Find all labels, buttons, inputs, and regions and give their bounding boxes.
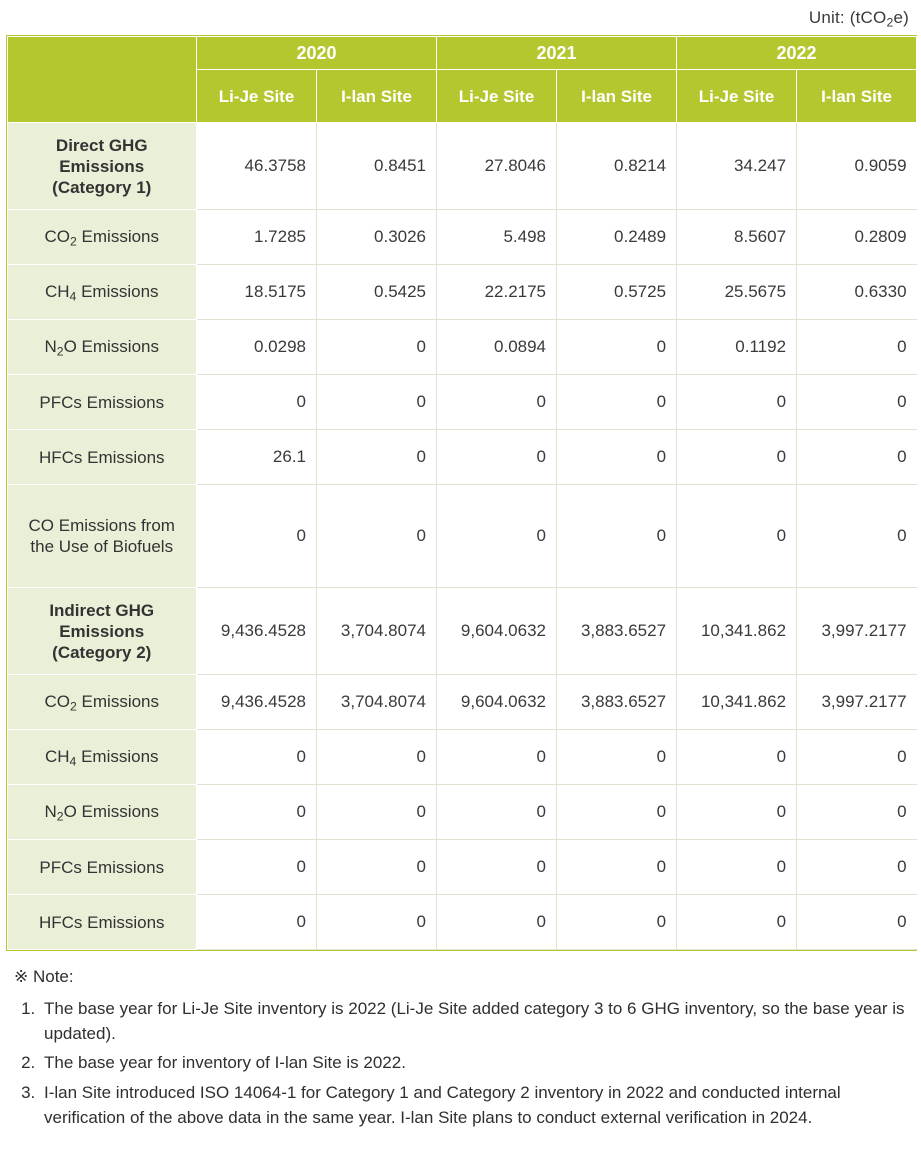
row-label: $N_2O$ Emissions <box>8 785 197 840</box>
row-label: HFCs Emissions <box>8 895 197 950</box>
table-cell-value: 0 <box>437 730 557 785</box>
table-row <box>8 430 917 485</box>
table-cell-value: 0 <box>797 430 917 485</box>
table-cell-value: 0 <box>677 485 797 588</box>
table-cell-value: 3,704.8074 <box>317 588 437 675</box>
table-cell-value: 0 <box>437 485 557 588</box>
table-cell-value: 0 <box>557 375 677 430</box>
header-year-2022: 2022 <box>677 37 917 70</box>
header-row-years <box>8 37 917 70</box>
notes-section <box>6 951 915 1130</box>
header-site-2020-lije: Li-Je Site <box>197 70 317 123</box>
ghg-table-container <box>6 35 917 951</box>
table-cell-value: 0 <box>797 375 917 430</box>
table-cell-value: 0 <box>317 895 437 950</box>
table-cell-value: 0 <box>797 785 917 840</box>
table-cell-value: 34.247 <box>677 123 797 210</box>
table-cell-value: 0 <box>437 430 557 485</box>
table-cell-value: 3,883.6527 <box>557 675 677 730</box>
row-label: $CO_2$ Emissions <box>8 210 197 265</box>
header-site-2021-ilan: I-lan Site <box>557 70 677 123</box>
notes-list <box>14 997 907 1130</box>
row-label: CO Emissions from the Use of Biofuels <box>8 485 197 588</box>
table-cell-value: 22.2175 <box>437 265 557 320</box>
row-label: HFCs Emissions <box>8 430 197 485</box>
table-cell-value: 0 <box>677 430 797 485</box>
table-cell-value: 0 <box>677 375 797 430</box>
table-cell-value: 27.8046 <box>437 123 557 210</box>
header-site-2021-lije: Li-Je Site <box>437 70 557 123</box>
table-row <box>8 485 917 588</box>
row-label: Indirect GHG Emissions (Category 2) <box>8 588 197 675</box>
table-cell-value: 0 <box>197 375 317 430</box>
table-cell-value: 0 <box>557 730 677 785</box>
table-cell-value: 0 <box>317 785 437 840</box>
table-row <box>8 730 917 785</box>
table-cell-value: 0 <box>797 320 917 375</box>
table-cell-value: 0 <box>677 895 797 950</box>
notes-heading: ※ Note: <box>14 967 74 987</box>
table-cell-value: 9,436.4528 <box>197 588 317 675</box>
table-cell-value: 0 <box>197 840 317 895</box>
table-cell-value: 0 <box>797 895 917 950</box>
table-row <box>8 895 917 950</box>
table-cell-value: 26.1 <box>197 430 317 485</box>
table-cell-value: 0 <box>557 320 677 375</box>
header-site-2020-ilan: I-lan Site <box>317 70 437 123</box>
row-label: $CH_4$ Emissions <box>8 730 197 785</box>
table-cell-value: 0 <box>197 730 317 785</box>
unit-label <box>6 0 915 35</box>
table-row <box>8 265 917 320</box>
row-label: PFCs Emissions <box>8 840 197 895</box>
table-cell-value: 0 <box>797 485 917 588</box>
row-label: $CO_2$ Emissions <box>8 675 197 730</box>
table-cell-value: 9,436.4528 <box>197 675 317 730</box>
table-cell-value: 1.7285 <box>197 210 317 265</box>
header-year-2020: 2020 <box>197 37 437 70</box>
table-row <box>8 588 917 675</box>
table-cell-value: 0.5425 <box>317 265 437 320</box>
table-cell-value: 10,341.862 <box>677 588 797 675</box>
table-cell-value: 46.3758 <box>197 123 317 210</box>
table-cell-value: 0 <box>557 840 677 895</box>
table-cell-value: 10,341.862 <box>677 675 797 730</box>
table-row <box>8 210 917 265</box>
table-cell-value: 0 <box>197 785 317 840</box>
note-item: 1. The base year for Li-Je Site inventory is 2022 (Li-Je Site added category 3 to 6 GHG inventory, so the base year is updated). <box>40 997 907 1046</box>
table-cell-value: 0.8214 <box>557 123 677 210</box>
table-cell-value: 0 <box>317 730 437 785</box>
header-site-2022-ilan: I-lan Site <box>797 70 917 123</box>
table-cell-value: 0.0298 <box>197 320 317 375</box>
table-cell-value: 0 <box>317 840 437 895</box>
table-row <box>8 675 917 730</box>
table-body <box>8 123 917 950</box>
header-corner-cell <box>8 37 197 123</box>
table-cell-value: 0.1192 <box>677 320 797 375</box>
table-cell-value: 0 <box>317 485 437 588</box>
table-cell-value: 3,704.8074 <box>317 675 437 730</box>
table-cell-value: 0 <box>557 485 677 588</box>
table-cell-value: 0 <box>317 320 437 375</box>
table-cell-value: 0.2489 <box>557 210 677 265</box>
table-row <box>8 320 917 375</box>
table-cell-value: 0 <box>437 375 557 430</box>
table-cell-value: 0 <box>677 785 797 840</box>
table-cell-value: 9,604.0632 <box>437 588 557 675</box>
table-cell-value: 0 <box>197 485 317 588</box>
table-cell-value: 0 <box>437 840 557 895</box>
table-cell-value: 0 <box>797 730 917 785</box>
table-cell-value: 0.2809 <box>797 210 917 265</box>
table-cell-value: 0 <box>677 730 797 785</box>
table-cell-value: 0.3026 <box>317 210 437 265</box>
table-cell-value: 0 <box>797 840 917 895</box>
table-cell-value: 0 <box>317 430 437 485</box>
table-cell-value: 5.498 <box>437 210 557 265</box>
table-cell-value: 0 <box>437 785 557 840</box>
table-cell-value: 0.5725 <box>557 265 677 320</box>
unit-text: Unit: (tCO$_2$e) <box>808 8 909 30</box>
table-cell-value: 8.5607 <box>677 210 797 265</box>
table-row <box>8 840 917 895</box>
table-cell-value: 0.0894 <box>437 320 557 375</box>
table-row <box>8 785 917 840</box>
ghg-emissions-table <box>7 36 917 950</box>
row-label: Direct GHG Emissions (Category 1) <box>8 123 197 210</box>
row-label: PFCs Emissions <box>8 375 197 430</box>
table-cell-value: 0.6330 <box>797 265 917 320</box>
table-cell-value: 0 <box>317 375 437 430</box>
row-label: $CH_4$ Emissions <box>8 265 197 320</box>
table-cell-value: 0 <box>197 895 317 950</box>
note-item: 3. I-lan Site introduced ISO 14064-1 for Category 1 and Category 2 inventory in 2022 and conducted internal verification of the above data in the same year. I-lan Site plans to conduct external verification in 2024. <box>40 1081 907 1130</box>
table-cell-value: 3,997.2177 <box>797 588 917 675</box>
table-cell-value: 0 <box>437 895 557 950</box>
table-cell-value: 0 <box>677 840 797 895</box>
table-cell-value: 3,883.6527 <box>557 588 677 675</box>
row-label: $N_2O$ Emissions <box>8 320 197 375</box>
table-cell-value: 25.5675 <box>677 265 797 320</box>
table-cell-value: 9,604.0632 <box>437 675 557 730</box>
table-header <box>8 37 917 123</box>
table-cell-value: 18.5175 <box>197 265 317 320</box>
table-row <box>8 375 917 430</box>
header-year-2021: 2021 <box>437 37 677 70</box>
note-item: 2. The base year for inventory of I-lan Site is 2022. <box>40 1051 907 1076</box>
table-cell-value: 0.8451 <box>317 123 437 210</box>
table-row <box>8 123 917 210</box>
table-cell-value: 3,997.2177 <box>797 675 917 730</box>
header-site-2022-lije: Li-Je Site <box>677 70 797 123</box>
table-cell-value: 0 <box>557 430 677 485</box>
table-cell-value: 0 <box>557 895 677 950</box>
table-cell-value: 0.9059 <box>797 123 917 210</box>
table-cell-value: 0 <box>557 785 677 840</box>
